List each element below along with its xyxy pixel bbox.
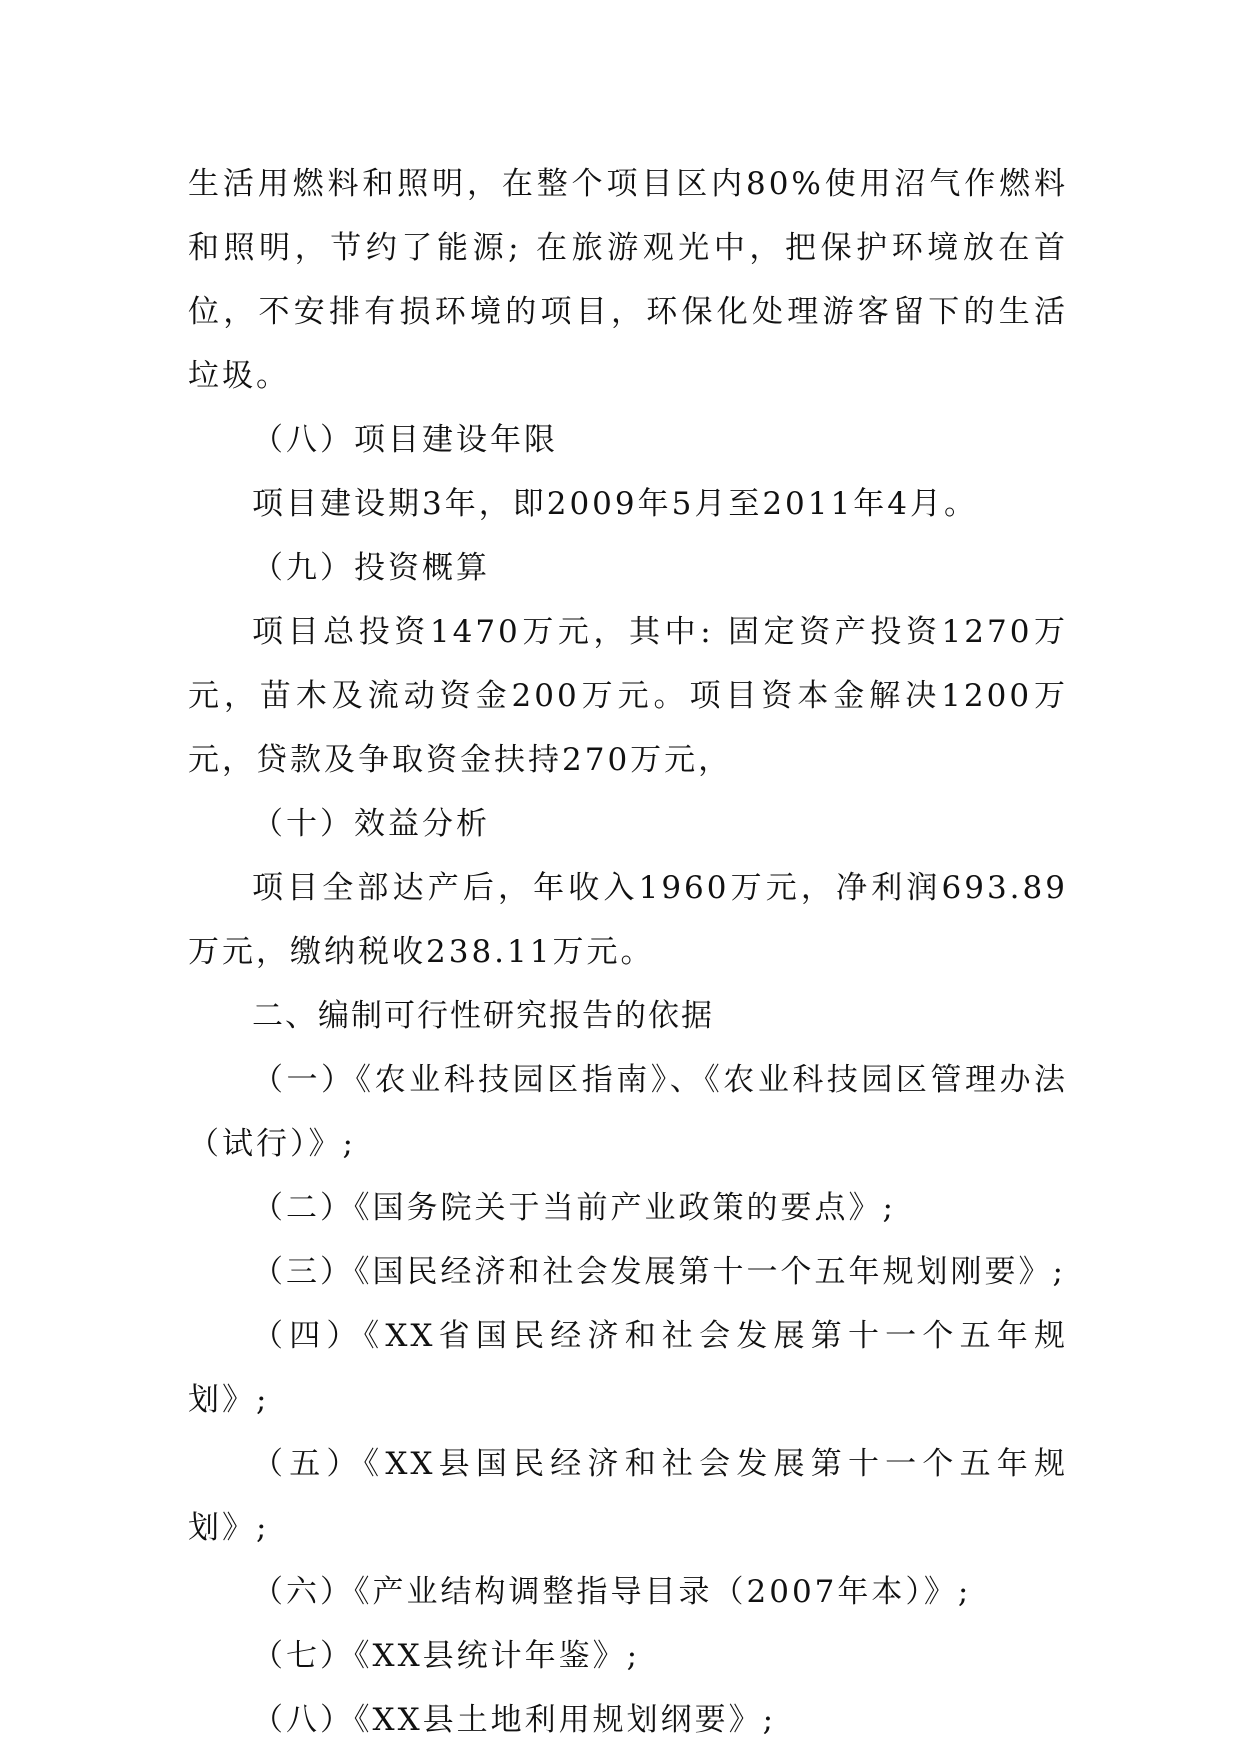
paragraph-environment-continuation: 生活用燃料和照明，在整个项目区内80%使用沼气作燃料和照明，节约了能源; 在旅游观光中，把保护环境放在首位，不安排有损环境的项目，环保化处理游客留下的生活垃圾。: [188, 166, 1068, 394]
section-title-construction-period: （八）项目建设年限: [252, 422, 558, 458]
basis-list-item: （四）《XX省国民经济和社会发展第十一个五年规划》;: [188, 1318, 1068, 1418]
basis-list-item: （三）《国民经济和社会发展第十一个五年规划刚要》;: [252, 1254, 1066, 1290]
basis-list-item: （七）《XX县统计年鉴》;: [252, 1638, 641, 1674]
paragraph-benefit-analysis: 项目全部达产后，年收入1960万元，净利润693.89万元，缴纳税收238.11万元。: [188, 870, 1068, 970]
section-title-investment-estimate: （九）投资概算: [252, 550, 490, 586]
paragraph-construction-period: 项目建设期3年，即2009年5月至2011年4月。: [252, 486, 978, 522]
basis-list-item: （六）《产业结构调整指导目录（2007年本）》;: [252, 1574, 972, 1610]
part-heading-report-basis: 二、编制可行性研究报告的依据: [252, 998, 714, 1034]
document-body: [188, 152, 1068, 1752]
basis-list-item: （一）《农业科技园区指南》、《农业科技园区管理办法（试行）》;: [188, 1062, 1068, 1162]
basis-list-item: （五）《XX县国民经济和社会发展第十一个五年规划》;: [188, 1446, 1068, 1546]
basis-list-item: （八）《XX县土地利用规划纲要》;: [252, 1702, 777, 1738]
basis-list-item: （二）《国务院关于当前产业政策的要点》;: [252, 1190, 896, 1226]
section-title-benefit-analysis: （十）效益分析: [252, 806, 490, 842]
paragraph-investment-estimate: 项目总投资1470万元，其中: 固定资产投资1270万元，苗木及流动资金200万元。项目资本金解决1200万元，贷款及争取资金扶持270万元，: [188, 614, 1068, 778]
